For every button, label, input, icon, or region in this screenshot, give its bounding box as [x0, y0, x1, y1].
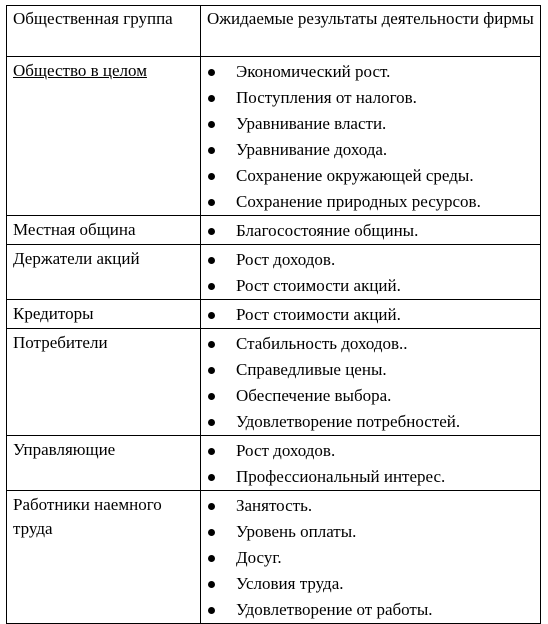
table-row — [7, 57, 541, 216]
results-list — [207, 247, 536, 299]
results-cell — [201, 491, 541, 624]
list-item — [207, 273, 536, 299]
group-cell — [7, 245, 201, 300]
results-list — [207, 218, 536, 244]
results-list — [207, 331, 536, 435]
result-text: Экономический рост. — [236, 62, 391, 81]
list-item — [207, 163, 536, 189]
group-label: Кредиторы — [13, 304, 94, 323]
group-cell — [7, 436, 201, 491]
result-text: Обеспечение выбора. — [236, 386, 392, 405]
list-item — [207, 464, 536, 490]
result-text: Справедливые цены. — [236, 360, 387, 379]
result-text: Уравнивание дохода. — [236, 140, 388, 159]
group-cell — [7, 329, 201, 436]
bullet-icon — [208, 69, 215, 76]
results-cell — [201, 300, 541, 329]
group-label: Потребители — [13, 333, 108, 352]
bullet-icon — [208, 312, 215, 319]
header-group-label: Общественная группа — [13, 9, 173, 28]
group-cell — [7, 300, 201, 329]
results-cell — [201, 216, 541, 245]
header-results-label: Ожидаемые результаты деятельности фирмы — [207, 9, 534, 28]
bullet-icon — [208, 283, 215, 290]
results-list — [207, 302, 536, 328]
list-item — [207, 383, 536, 409]
list-item — [207, 597, 536, 623]
list-item — [207, 545, 536, 571]
result-text: Условия труда. — [236, 574, 344, 593]
group-cell — [7, 491, 201, 624]
table-header-row — [7, 6, 541, 57]
result-text: Поступления от налогов. — [236, 88, 417, 107]
list-item — [207, 111, 536, 137]
header-results-cell — [201, 6, 541, 57]
list-item — [207, 571, 536, 597]
result-text: Удовлетворение от работы. — [236, 600, 433, 619]
result-text: Благосостояние общины. — [236, 221, 419, 240]
results-cell — [201, 329, 541, 436]
bullet-icon — [208, 173, 215, 180]
bullet-icon — [208, 393, 215, 400]
results-cell — [201, 436, 541, 491]
bullet-icon — [208, 529, 215, 536]
result-text: Рост стоимости акций. — [236, 276, 401, 295]
list-item — [207, 247, 536, 273]
table-row — [7, 329, 541, 436]
bullet-icon — [208, 199, 215, 206]
result-text: Стабильность доходов.. — [236, 334, 408, 353]
result-text: Рост доходов. — [236, 441, 336, 460]
bullet-icon — [208, 555, 215, 562]
bullet-icon — [208, 341, 215, 348]
results-list — [207, 59, 536, 215]
bullet-icon — [208, 503, 215, 510]
list-item — [207, 137, 536, 163]
list-item — [207, 59, 536, 85]
bullet-icon — [208, 474, 215, 481]
header-group-cell — [7, 6, 201, 57]
result-text: Сохранение окружающей среды. — [236, 166, 474, 185]
bullet-icon — [208, 121, 215, 128]
table-row — [7, 216, 541, 245]
results-list — [207, 438, 536, 490]
list-item — [207, 85, 536, 111]
group-cell — [7, 216, 201, 245]
group-label: Общество в целом — [13, 61, 147, 80]
list-item — [207, 189, 536, 215]
bullet-icon — [208, 607, 215, 614]
list-item — [207, 519, 536, 545]
table-row — [7, 300, 541, 329]
result-text: Сохранение природных ресурсов. — [236, 192, 481, 211]
bullet-icon — [208, 228, 215, 235]
group-label: Держатели акций — [13, 249, 140, 268]
table-row — [7, 491, 541, 624]
bullet-icon — [208, 95, 215, 102]
results-list — [207, 493, 536, 623]
bullet-icon — [208, 367, 215, 374]
bullet-icon — [208, 147, 215, 154]
results-cell — [201, 245, 541, 300]
result-text: Рост стоимости акций. — [236, 305, 401, 324]
list-item — [207, 357, 536, 383]
result-text: Рост доходов. — [236, 250, 336, 269]
result-text: Досуг. — [236, 548, 282, 567]
table-row — [7, 245, 541, 300]
results-cell — [201, 57, 541, 216]
group-cell — [7, 57, 201, 216]
table-row — [7, 436, 541, 491]
list-item — [207, 409, 536, 435]
bullet-icon — [208, 448, 215, 455]
group-label: Местная община — [13, 220, 136, 239]
result-text: Уровень оплаты. — [236, 522, 357, 541]
table-body — [7, 6, 541, 624]
list-item — [207, 331, 536, 357]
result-text: Уравнивание власти. — [236, 114, 387, 133]
list-item — [207, 302, 536, 328]
result-text: Профессиональный интерес. — [236, 467, 446, 486]
bullet-icon — [208, 257, 215, 264]
bullet-icon — [208, 581, 215, 588]
list-item — [207, 218, 536, 244]
result-text: Занятость. — [236, 496, 313, 515]
result-text: Удовлетворение потребностей. — [236, 412, 461, 431]
group-label: Управляющие — [13, 440, 116, 459]
list-item — [207, 438, 536, 464]
group-label: Работники наемного труда — [13, 495, 162, 538]
bullet-icon — [208, 419, 215, 426]
list-item — [207, 493, 536, 519]
stakeholder-expectations-table — [6, 5, 541, 624]
